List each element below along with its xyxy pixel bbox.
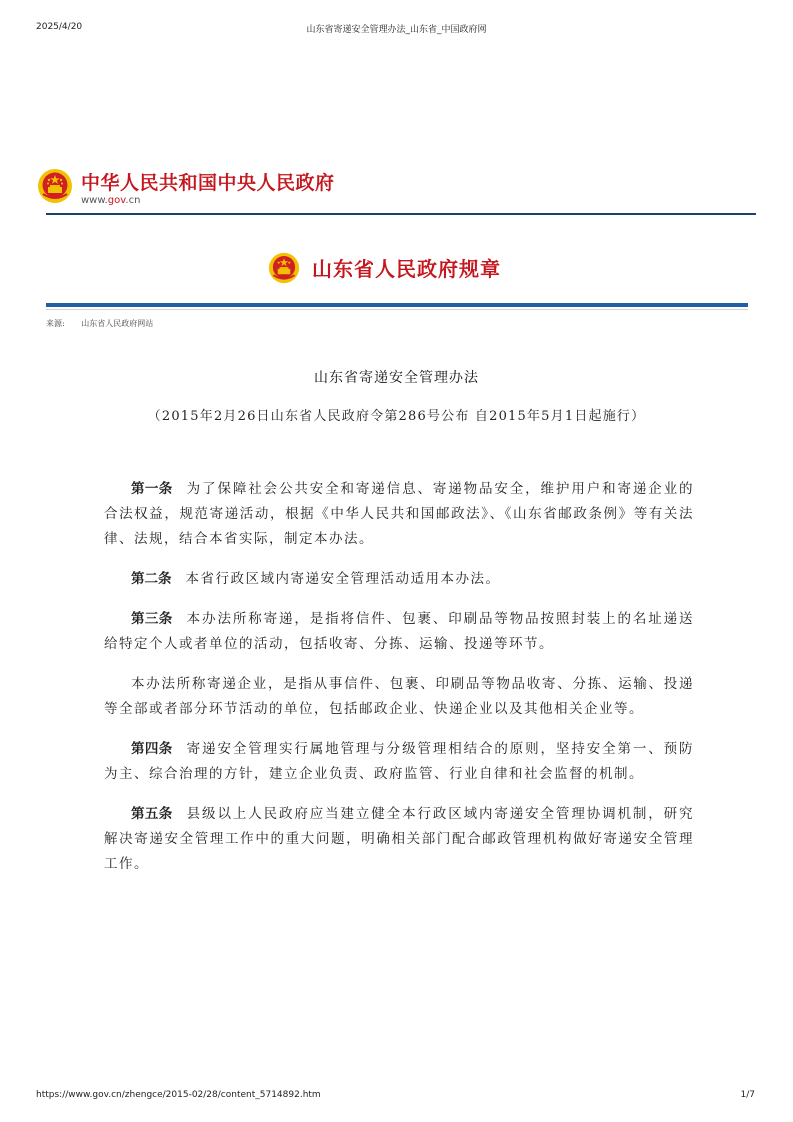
banner-title: 山东省人民政府规章 [312,257,501,281]
article-number: 第五条 [131,806,173,822]
article-number: 第二条 [131,571,172,587]
article-text: 本办法所称寄递企业，是指从事信件、包裹、印刷品等物品收寄、分拣、运输、投递等全部或者部分环节活动的单位，包括邮政企业、快递企业以及其他相关企业等。 [104,676,694,717]
gov-site-url[interactable] [81,195,140,206]
article-paragraph [104,802,694,877]
article-text: 为了保障社会公共安全和寄递信息、寄递物品安全，维护用户和寄递企业的合法权益，规范寄递活动，根据《中华人民共和国邮政法》、《山东省邮政条例》等有关法律、法规，结合本省实际，制定本办法。 [104,481,695,547]
article-paragraph [104,607,694,657]
article-paragraph [104,672,694,722]
document-title: 山东省寄递安全管理办法 [314,370,479,386]
article-text: 县级以上人民政府应当建立健全本行政区域内寄递安全管理协调机制，研究解决寄递安全管理工作中的重大问题，明确相关部门配合邮政管理机构做好寄递安全管理工作。 [104,806,695,872]
article-paragraph [104,477,694,552]
gov-site-header [37,168,757,214]
print-page-number: 1/7 [740,1090,755,1100]
document-body [104,477,694,892]
print-page-title: 山东省寄递安全管理办法_山东省_中国政府网 [306,25,487,35]
source-value: 山东省人民政府网站 [81,319,154,328]
gov-url-prefix: www. [81,195,108,206]
national-emblem-icon [268,252,300,284]
article-text: 本省行政区域内寄递安全管理活动适用本办法。 [185,571,501,587]
source-line [46,318,153,329]
gov-site-name: 中华人民共和国中央人民政府 [81,172,335,194]
article-text: 本办法所称寄递，是指将信件、包裹、印刷品等物品按照封装上的名址递送给特定个人或者单位的活动，包括收寄、分拣、运输、投递等环节。 [104,611,695,652]
article-number: 第一条 [131,481,173,497]
article-number: 第三条 [131,611,173,627]
source-label: 来源: [46,319,65,328]
gov-url-suffix: .cn [125,195,141,206]
banner-divider-thin [46,309,748,310]
print-date: 2025/4/20 [36,22,83,32]
document-subtitle: （2015年2月26日山东省人民政府令第286号公布 自2015年5月1日起施行） [147,409,646,424]
article-number: 第四条 [131,741,173,757]
article-paragraph [104,567,694,592]
national-emblem-icon [37,168,73,204]
banner-divider [46,303,748,307]
gov-url-mid: gov [107,195,126,206]
header-divider [46,213,756,215]
article-text: 寄递安全管理实行属地管理与分级管理相结合的原则，坚持安全第一、预防为主、综合治理的方针，建立企业负责、政府监管、行业自律和社会监督的机制。 [104,741,695,782]
article-paragraph [104,737,694,787]
print-url[interactable]: https://www.gov.cn/zhengce/2015-02/28/content_5714892.htm [36,1090,321,1100]
rules-banner [0,252,793,288]
